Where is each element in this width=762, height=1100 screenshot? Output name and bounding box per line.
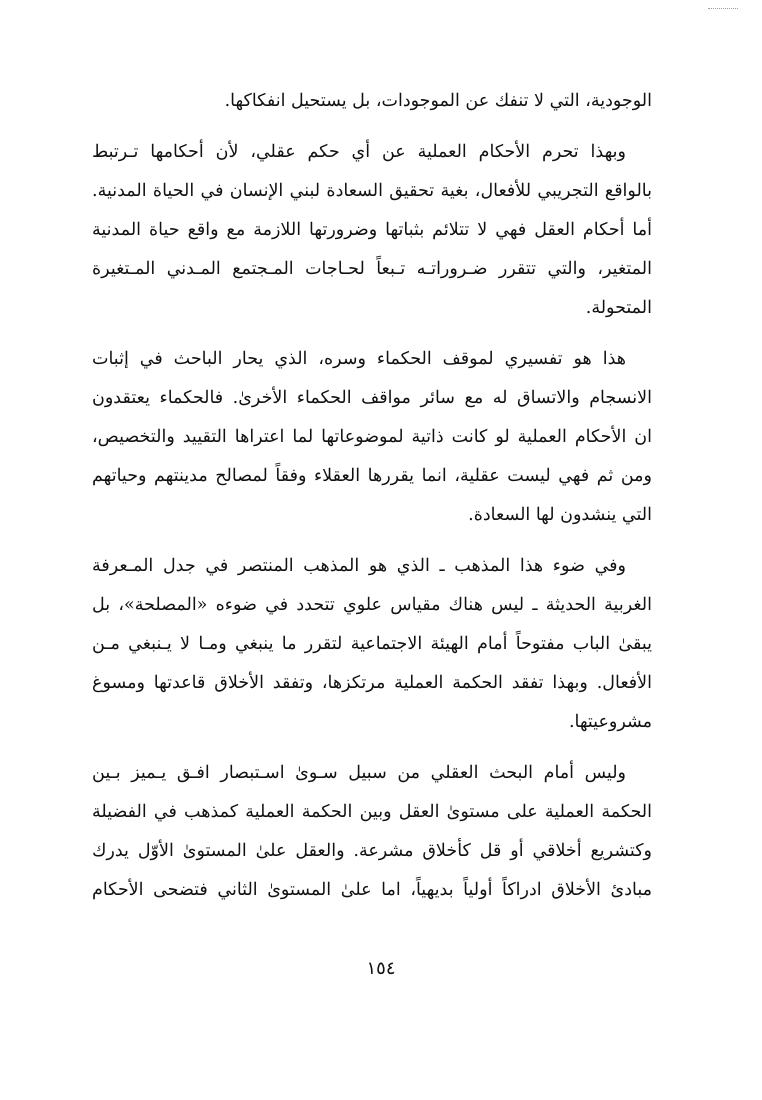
text-line: المتغير، والتي تتقرر ضـروراتـه تـبعاً لحـاجات المـجتمع المـدني المـتغيرة [92, 259, 652, 279]
paragraph-5 [92, 754, 652, 910]
page-number: ١٥٤ [366, 958, 396, 979]
body-text [92, 82, 652, 922]
scan-edge-mark [708, 8, 738, 15]
text-line: مبادئ الأخلاق ادراكاً أولياً بديهياً، اما علىٰ المستوىٰ الثاني فتضحى الأحكام [92, 880, 652, 900]
text-line: وكتشريع أخلاقي أو قل كأخلاق مشرعة. والعقل علىٰ المستوىٰ الأوّل يدرك [92, 841, 652, 861]
paragraph-3 [92, 340, 652, 535]
text-line: ان الأحكام العملية لو كانت ذاتية لموضوعاتها لما اعتراها التقييد والتخصيص، [92, 427, 652, 447]
paragraph-1 [92, 82, 652, 121]
text-line: وبهذا تحرم الأحكام العملية عن أي حكم عقلي، لأن أحكامها تـرتبط [92, 142, 626, 162]
text-line: الغربية الحديثة ـ ليس هناك مقياس علوي تتحدد في ضوءه «المصلحة»، بل [92, 595, 652, 615]
paragraph-4 [92, 547, 652, 742]
text-line: وفي ضوء هذا المذهب ـ الذي هو المذهب المنتصر في جدل المـعرفة [92, 556, 626, 576]
text-line: الانسجام والاتساق له مع سائر مواقف الحكماء الأخرىٰ. فالحكماء يعتقدون [92, 388, 652, 408]
text-line: المتحولة. [585, 298, 652, 318]
text-line: يبقىٰ الباب مفتوحاً أمام الهيئة الاجتماعية لتقرر ما ينبغي ومـا لا يـنبغي مـن [92, 634, 652, 654]
text-line: مشروعيتها. [568, 712, 652, 732]
text-line: التي ينشدون لها السعادة. [468, 505, 652, 525]
text-line: الحكمة العملية على مستوىٰ العقل وبين الحكمة العملية كمذهب في الفضيلة [92, 802, 652, 822]
text-line: وليس أمام البحث العقلي من سبيل سـوىٰ اسـتبصار افـق يـميز بـين [92, 763, 626, 783]
text-line: الأفعال. وبهذا تفقد الحكمة العملية مرتكزها، وتفقد الأخلاق قاعدتها ومسوغ [92, 673, 652, 693]
text-line: أما أحكام العقل فهي لا تتلائم بثباتها وضرورتها اللازمة مع واقع حياة المدنية [92, 220, 652, 240]
text-line: الوجودية، التي لا تنفك عن الموجودات، بل يستحيل انفكاكها. [224, 91, 652, 111]
paragraph-2 [92, 133, 652, 328]
text-line: هذا هو تفسيري لموقف الحكماء وسره، الذي يحار الباحث في إثبات [92, 349, 626, 369]
text-line: ومن ثم فهي ليست عقلية، انما يقررها العقلاء وفقاً لمصالح مدينتهم وحياتهم [92, 466, 652, 486]
text-line: بالواقع التجريبي للأفعال، بغية تحقيق السعادة لبني الإنسان في الحياة المدنية. [92, 181, 652, 201]
